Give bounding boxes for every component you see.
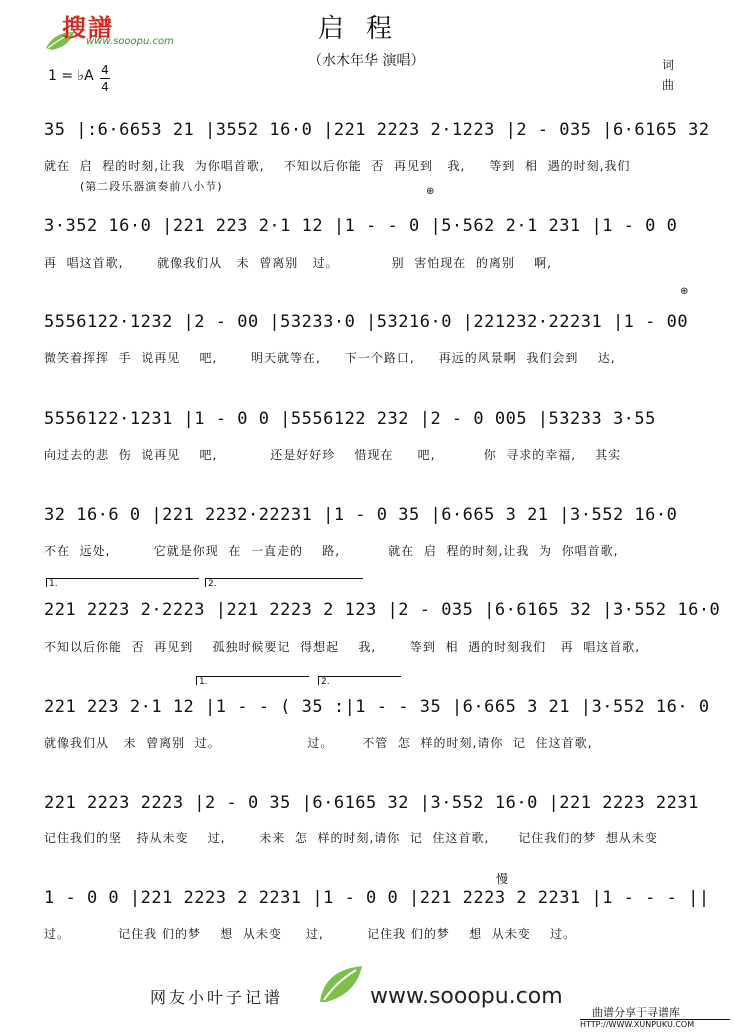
footer-xunpuku-url[interactable]: HTTP://WWW.XUNPUKU.COM: [580, 1020, 695, 1029]
score-row-7-lyrics: 就像我们从 未 曾离别 过。 过。 不管 怎 样的时刻,请你 记 住这首歌,: [44, 736, 593, 750]
composer-label: 曲: [662, 78, 675, 92]
score-row-8-notes: 221 2223 2223 |2 - 0 35 |6·6165 32 |3·552 16·0 |221 2223 2231: [44, 793, 699, 813]
logo-text: 搜譜: [62, 13, 114, 42]
song-title: 启程: [318, 14, 415, 44]
logo-url[interactable]: www.sooopu.com: [86, 36, 174, 47]
score-row-3-lyrics: 微笑着挥挥 手 说再见 吧, 明天就等在, 下一个路口, 再远的风景啊 我们会到 达,: [44, 351, 616, 365]
volta-first: 1.: [46, 578, 199, 587]
score-row-4-lyrics: 向过去的悲 伤 说再见 吧, 还是好好珍 惜现在 吧, 你 寻求的幸福, 其实: [44, 448, 622, 462]
score-row-8-lyrics: 记住我们的坚 持从未变 过, 未来 怎 样的时刻,请你 记 住这首歌, 记住我们的梦 想从未变: [44, 831, 658, 845]
score-row-7-notes: 221 223 2·1 12 |1 - - ( 35 :|1 - - 35 |6·665 3 21 |3·552 16· 0: [44, 697, 710, 717]
score-row-1-notes: 35 |:6·6653 21 |3552 16·0 |221 2223 2·1223 |2 - 035 |6·6165 32: [44, 120, 710, 140]
lyricist-label: 词: [662, 58, 675, 72]
volta-second: 2.: [205, 578, 363, 587]
score-row-2-lyrics: 再 唱这首歌, 就像我们从 未 曾离别 过。 别 害怕现在 的离别 啊,: [44, 256, 552, 270]
score-row-6-lyrics: 不知以后你能 否 再见到 孤独时候要记 得想起 我, 等到 相 遇的时刻我们 再 唱这首歌,: [44, 640, 641, 654]
score-row-9-lyrics: 过。 记住我 们的梦 想 从未变 过, 记住我 们的梦 想 从未变 过。: [44, 927, 577, 941]
footer-share-text: 曲谱分享于寻谱库: [592, 1006, 680, 1019]
footer-url[interactable]: www.sooopu.com: [370, 984, 563, 1009]
volta-first-2: 1.: [196, 676, 309, 685]
score-row-2-notes: 3·352 16·0 |221 223 2·1 12 |1 - - 0 |5·562 2·1 231 |1 - 0 0: [44, 216, 678, 236]
score-row-4-notes: 5556122·1231 |1 - 0 0 |5556122 232 |2 - 0 005 |53233 3·55: [44, 409, 656, 429]
score-row-6-notes: 221 2223 2·2223 |221 2223 2 123 |2 - 035 |6·6165 32 |3·552 16·0: [44, 600, 721, 620]
score-row-9-notes: 1 - 0 0 |221 2223 2 2231 |1 - 0 0 |221 2223 2 2231 |1 - - - ||: [44, 888, 710, 908]
song-subtitle: （水木年华 演唱）: [308, 53, 425, 69]
time-signature: [100, 63, 110, 94]
score-row-3-notes: 5556122·1232 |2 - 00 |53233·0 |53216·0 |221232·22231 |1 - 00: [44, 312, 689, 332]
score-row-5-notes: 32 16·6 0 |221 2232·22231 |1 - 0 35 |6·665 3 21 |3·552 16·0: [44, 505, 678, 525]
volta-second-2: 2.: [318, 676, 401, 685]
score-row-5-lyrics: 不在 远处, 它就是你现 在 一直走的 路, 就在 启 程的时刻,让我 为 你唱首歌,: [44, 544, 619, 558]
key-signature: 1 = ♭A: [48, 68, 94, 84]
segno-mark-2: ⊕: [680, 286, 689, 297]
meter-divider: [100, 78, 110, 79]
tempo-mark-slow: 慢: [496, 872, 510, 886]
meter-top: 4: [101, 63, 109, 77]
segno-mark-1: ⊕: [426, 186, 435, 197]
footer-leaf-icon: [316, 962, 366, 1010]
score-row-1-lyrics: 就在 启 程的时刻,让我 为你唱首歌, 不知以后你能 否 再见到 我, 等到 相 遇的时刻,我们: [44, 159, 631, 173]
score-row-1-note: (第二段乐器演奏前八小节): [80, 180, 223, 193]
meter-bottom: 4: [101, 80, 109, 94]
transcriber-credit: 网友小叶子记谱: [150, 988, 284, 1007]
